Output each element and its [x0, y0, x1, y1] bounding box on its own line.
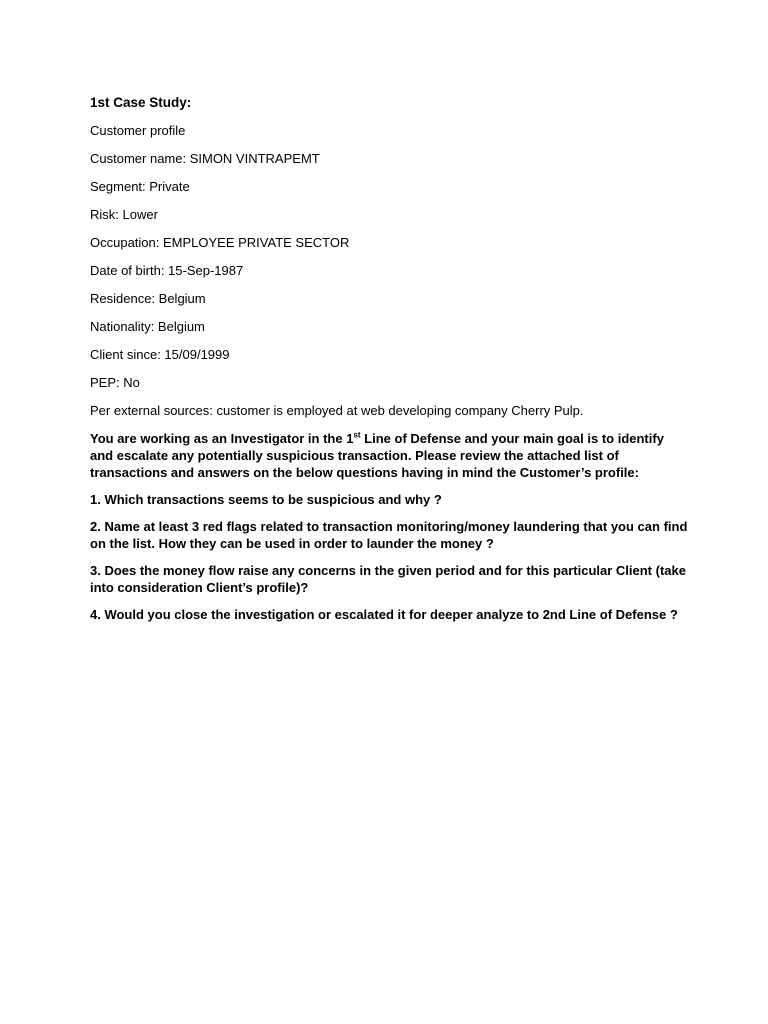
client-since: Client since: 15/09/1999: [90, 347, 230, 362]
residence: Residence: Belgium: [90, 291, 206, 306]
nationality: Nationality: Belgium: [90, 319, 205, 334]
instructions-superscript: st: [353, 430, 361, 440]
pep-status: PEP: No: [90, 375, 140, 390]
external-sources: Per external sources: customer is employed at web developing company Cherry Pulp.: [90, 403, 584, 418]
occupation: Occupation: EMPLOYEE PRIVATE SECTOR: [90, 235, 350, 250]
profile-heading: Customer profile: [90, 123, 186, 138]
question-1: 1. Which transactions seems to be suspicious and why ?: [90, 492, 442, 507]
instructions-part1: You are working as an Investigator in the 1: [90, 431, 354, 446]
question-2: 2. Name at least 3 red flags related to transaction monitoring/money laundering that you can find on the list. How they can be used in order to launder the money ?: [90, 519, 688, 551]
customer-name: Customer name: SIMON VINTRAPEMT: [90, 151, 320, 166]
document-title: 1st Case Study:: [90, 95, 192, 110]
date-of-birth: Date of birth: 15-Sep-1987: [90, 263, 244, 278]
question-3: 3. Does the money flow raise any concerns in the given period and for this particular Client (take into consideration Client’s profile)?: [90, 563, 686, 595]
instructions-paragraph: [90, 430, 690, 481]
question-4: 4. Would you close the investigation or escalated it for deeper analyze to 2nd Line of Defense ?: [90, 607, 678, 622]
instructions-part2: Line of Defense and your main goal is to identify and escalate any potentially suspicious transaction. Please review the attached list of transactions and answers on the below questions having in mind the Customer’s profile:: [90, 431, 664, 480]
segment: Segment: Private: [90, 179, 190, 194]
risk: Risk: Lower: [90, 207, 158, 222]
document-page: [90, 94, 690, 633]
